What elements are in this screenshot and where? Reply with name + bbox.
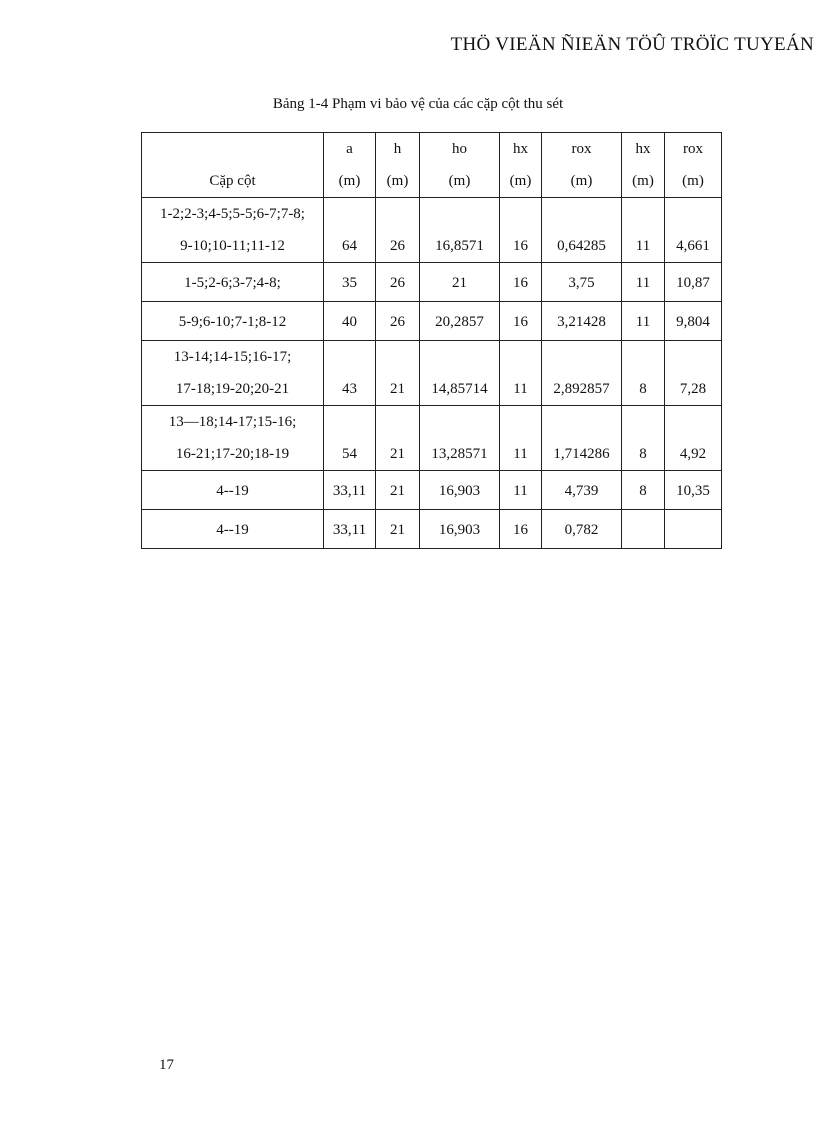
- cell-rox1: 0,64285: [542, 198, 622, 263]
- cell-hx2: 8: [622, 471, 665, 510]
- header-cell-a: a (m): [324, 133, 376, 198]
- pair-cell: 4--19: [142, 471, 324, 510]
- header-cell-rox2: rox (m): [665, 133, 722, 198]
- cell-ho: 21: [420, 263, 500, 302]
- table-row: [142, 263, 722, 302]
- cell-hx2: 8: [622, 406, 665, 471]
- cell-a: 43: [324, 341, 376, 406]
- cell-h: 21: [376, 471, 420, 510]
- cell-hx1: 11: [500, 341, 542, 406]
- cell-a: 64: [324, 198, 376, 263]
- header-watermark: THÖ VIEÄN ÑIEÄN TÖÛ TRÖÏC TUYEÁN: [450, 34, 814, 55]
- cell-ho: 16,903: [420, 510, 500, 549]
- header-cell-hx1: hx (m): [500, 133, 542, 198]
- table-row: [142, 471, 722, 510]
- cell-h: 21: [376, 406, 420, 471]
- cell-rox2: 4,92: [665, 406, 722, 471]
- pair-cell: 1-5;2-6;3-7;4-8;: [142, 263, 324, 302]
- cell-h: 26: [376, 302, 420, 341]
- cell-a: 54: [324, 406, 376, 471]
- pair-cell: 5-9;6-10;7-1;8-12: [142, 302, 324, 341]
- cell-h: 26: [376, 263, 420, 302]
- cell-rox2: 4,661: [665, 198, 722, 263]
- protection-table: [141, 132, 722, 549]
- cell-hx1: 16: [500, 198, 542, 263]
- table-row: [142, 198, 722, 263]
- cell-ho: 14,85714: [420, 341, 500, 406]
- cell-rox1: 4,739: [542, 471, 622, 510]
- cell-hx1: 11: [500, 406, 542, 471]
- table-row: [142, 406, 722, 471]
- cell-rox2: 10,87: [665, 263, 722, 302]
- page-number: 17: [159, 1057, 174, 1073]
- cell-hx1: 16: [500, 263, 542, 302]
- cell-hx2: 8: [622, 341, 665, 406]
- cell-rox1: 2,892857: [542, 341, 622, 406]
- cell-rox2: 7,28: [665, 341, 722, 406]
- table-caption: Bảng 1-4 Phạm vi bảo vệ của các cặp cột thu sét: [272, 96, 564, 112]
- cell-hx2: 11: [622, 198, 665, 263]
- cell-ho: 20,2857: [420, 302, 500, 341]
- pair-cell: 13—18;14-17;15-16; 16-21;17-20;18-19: [142, 406, 324, 471]
- table-header-row: [142, 133, 722, 198]
- cell-rox1: 0,782: [542, 510, 622, 549]
- header-cell-ho: ho (m): [420, 133, 500, 198]
- cell-ho: 16,903: [420, 471, 500, 510]
- cell-ho: 16,8571: [420, 198, 500, 263]
- header-cell-pair: Cặp cột: [142, 133, 324, 198]
- cell-a: 35: [324, 263, 376, 302]
- cell-rox2: 10,35: [665, 471, 722, 510]
- header-cell-h: h (m): [376, 133, 420, 198]
- cell-rox1: 3,75: [542, 263, 622, 302]
- pair-cell: 1-2;2-3;4-5;5-5;6-7;7-8; 9-10;10-11;11-12: [142, 198, 324, 263]
- cell-rox2: [665, 510, 722, 549]
- cell-h: 21: [376, 341, 420, 406]
- pair-cell: 4--19: [142, 510, 324, 549]
- table-row: [142, 302, 722, 341]
- cell-hx2: 11: [622, 302, 665, 341]
- table-row: [142, 341, 722, 406]
- cell-hx1: 16: [500, 510, 542, 549]
- cell-hx1: 16: [500, 302, 542, 341]
- cell-rox2: 9,804: [665, 302, 722, 341]
- cell-h: 26: [376, 198, 420, 263]
- header-cell-hx2: hx (m): [622, 133, 665, 198]
- cell-hx2: 11: [622, 263, 665, 302]
- cell-rox1: 3,21428: [542, 302, 622, 341]
- cell-rox1: 1,714286: [542, 406, 622, 471]
- pair-cell: 13-14;14-15;16-17; 17-18;19-20;20-21: [142, 341, 324, 406]
- cell-hx1: 11: [500, 471, 542, 510]
- cell-a: 40: [324, 302, 376, 341]
- cell-a: 33,11: [324, 510, 376, 549]
- cell-a: 33,11: [324, 471, 376, 510]
- cell-hx2: [622, 510, 665, 549]
- header-cell-rox1: rox (m): [542, 133, 622, 198]
- cell-ho: 13,28571: [420, 406, 500, 471]
- cell-h: 21: [376, 510, 420, 549]
- table-row: [142, 510, 722, 549]
